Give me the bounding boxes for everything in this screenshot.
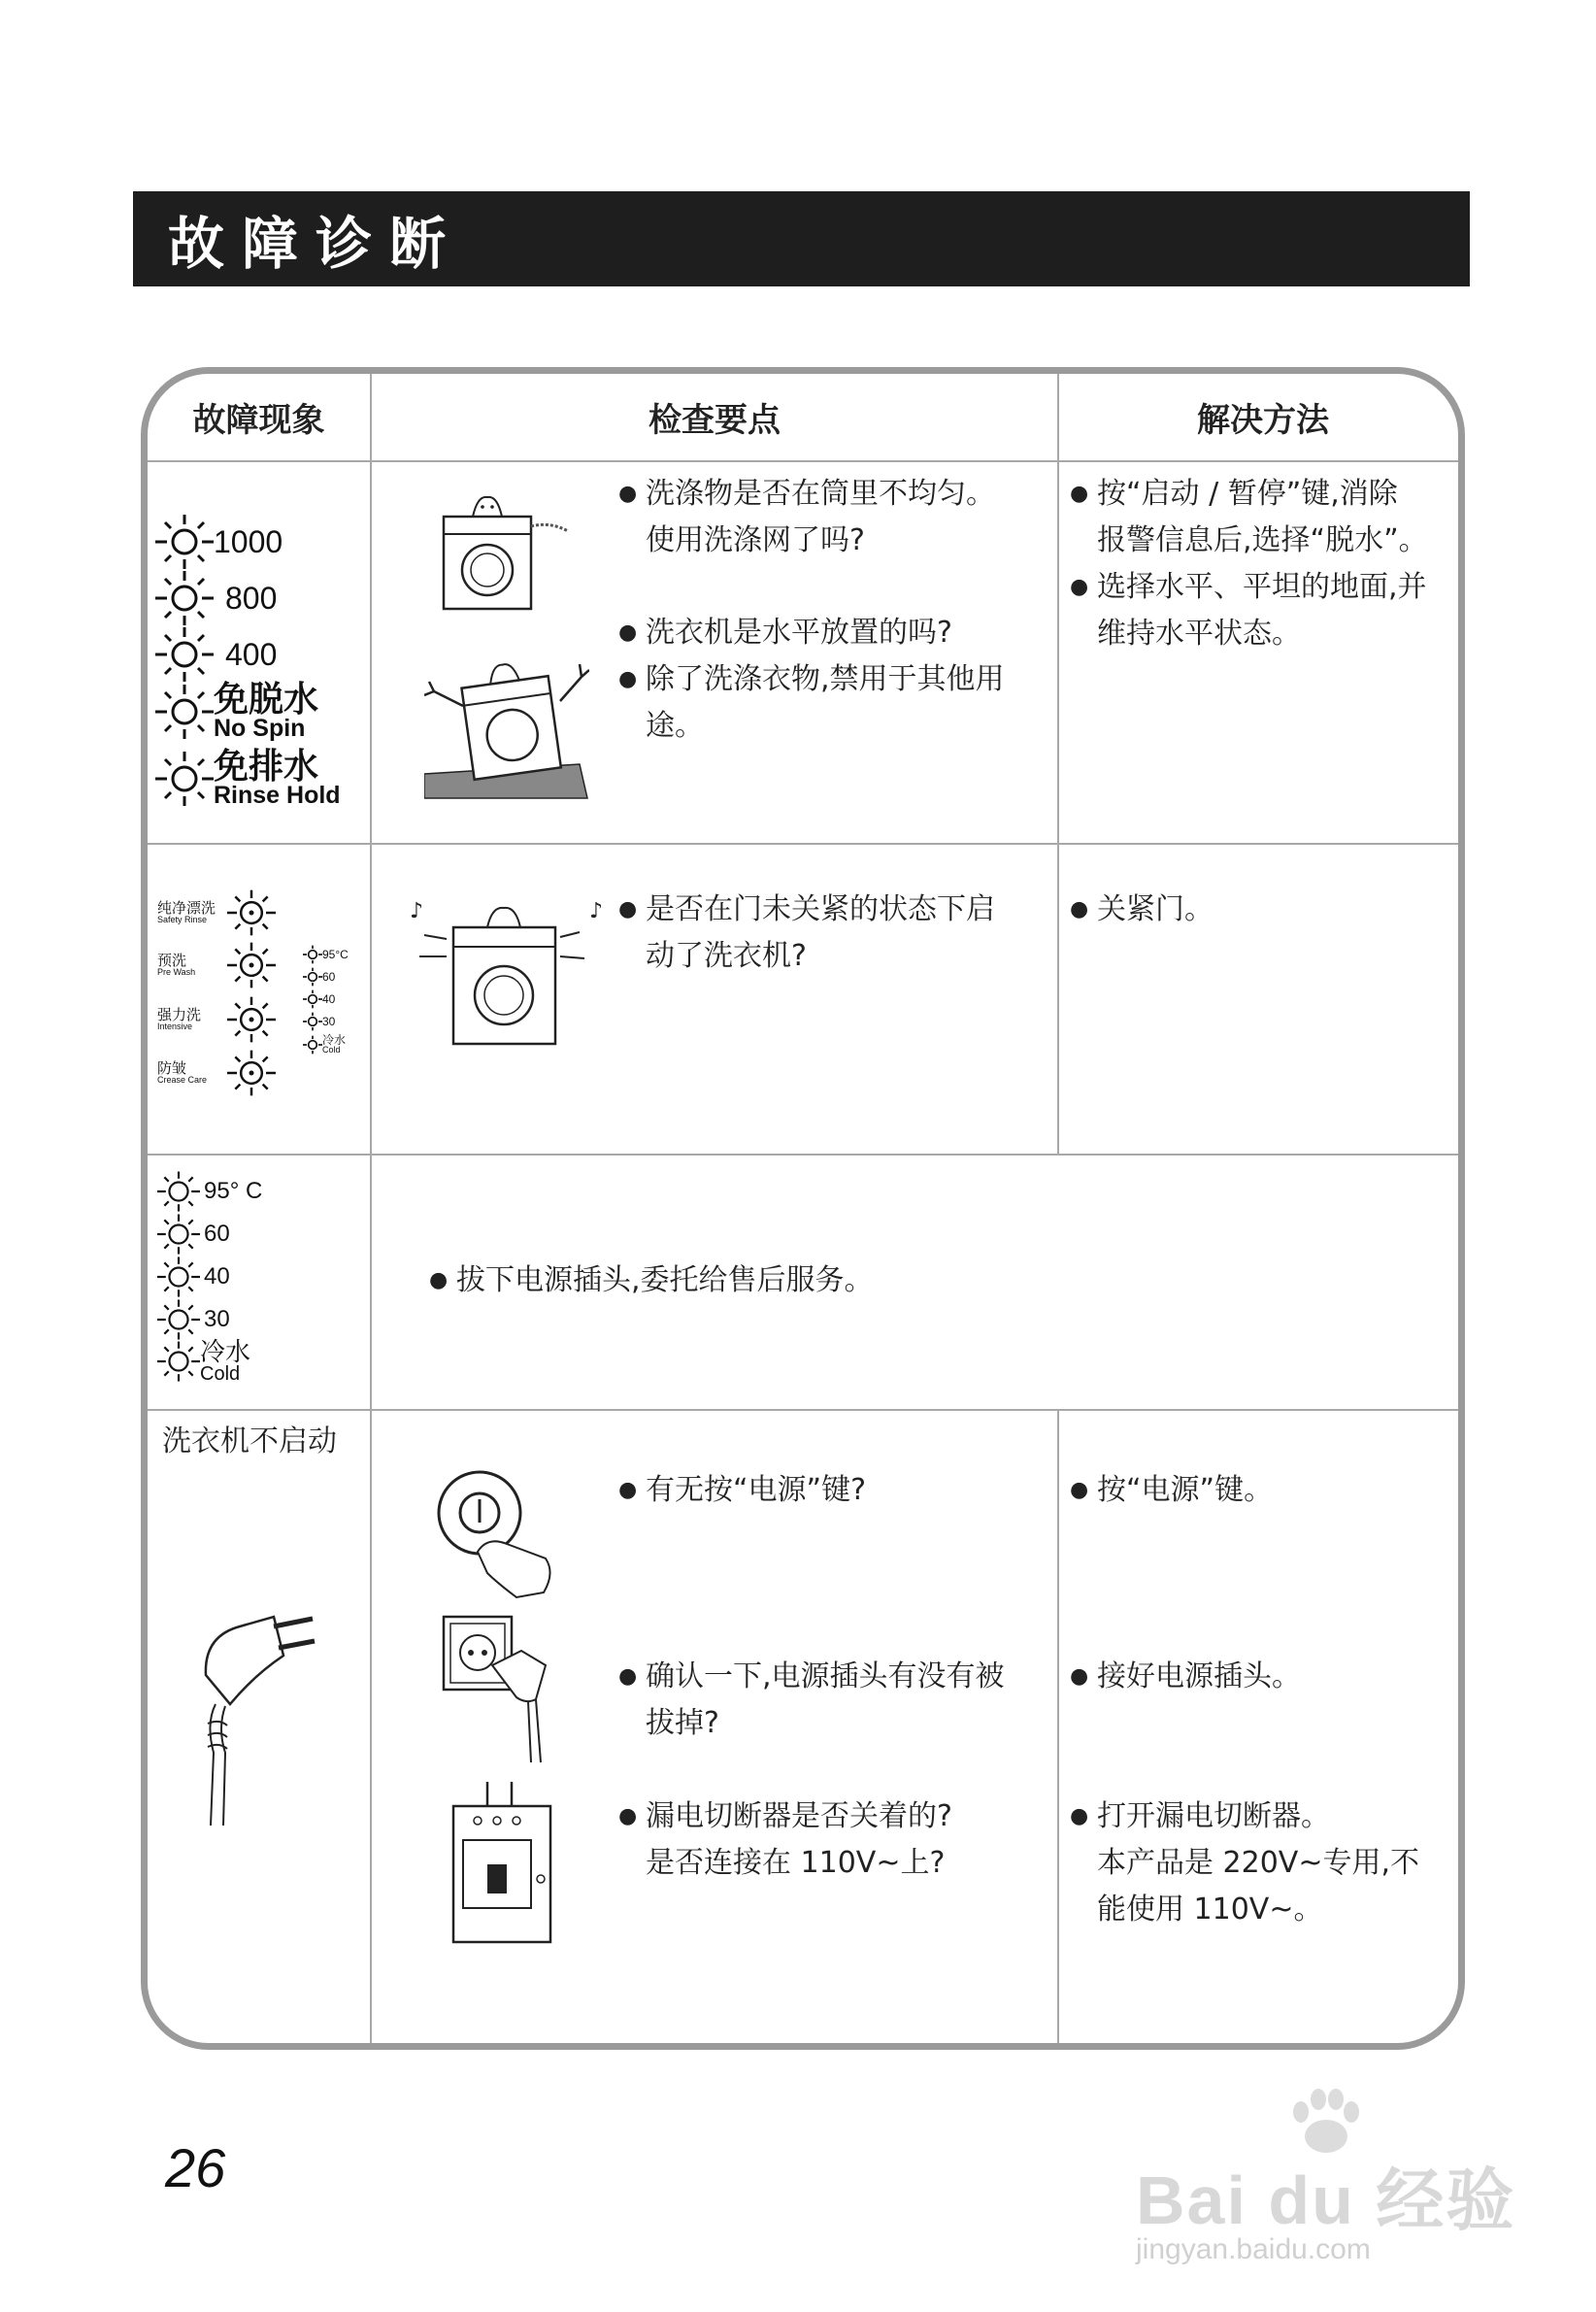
- power-plug-illustration: [186, 1597, 322, 1830]
- solution-text: 报警信息后,选择“脱水”。: [1097, 523, 1428, 557]
- mini-temp-label: 30: [322, 1015, 336, 1028]
- check-item: [618, 1793, 1073, 1887]
- temp-label: 60: [204, 1221, 230, 1247]
- cold-cn: 冷水: [200, 1337, 251, 1366]
- temp-cold: [157, 1339, 250, 1384]
- option-en: Intensive: [157, 1022, 193, 1031]
- mini-temp-row: [303, 967, 349, 987]
- header-check: 检查要点: [648, 401, 781, 440]
- page-title: 故障诊断: [133, 191, 1470, 286]
- indicator-light-icon: [303, 945, 322, 964]
- option-pre-wash: [157, 941, 276, 989]
- indicator-light-icon: [157, 1170, 200, 1213]
- mini-cold-en: Cold: [322, 1045, 341, 1055]
- check-text: 动了洗衣机?: [646, 939, 807, 973]
- solution-item: [1070, 887, 1465, 933]
- option-safety-rinse: [157, 888, 276, 937]
- check-item: [618, 656, 1073, 750]
- indicator-light-icon: [155, 513, 214, 571]
- grid-line: [148, 1409, 1458, 1411]
- no-spin-cn: 免脱水: [214, 679, 319, 719]
- option-cn: 纯净漂洗: [157, 900, 216, 917]
- temp-60: [157, 1213, 230, 1256]
- check-text: ● 拔下电源插头,委托给售后服务。: [456, 1263, 874, 1297]
- indicator-label: 1000: [214, 523, 283, 559]
- solution-text: ● 关紧门。: [1097, 892, 1214, 926]
- check-item: [618, 1654, 1073, 1747]
- indicator-light-icon: [303, 967, 322, 987]
- svg-text:♪: ♪: [410, 899, 424, 923]
- solution-text: 本产品是 220V~专用,不: [1097, 1846, 1419, 1880]
- indicator-400: [155, 625, 277, 684]
- rinse-hold-cn: 免排水: [214, 746, 319, 786]
- indicator-light-icon: [157, 1340, 200, 1383]
- check-text: 途。: [646, 709, 704, 743]
- temp-40: [157, 1256, 230, 1298]
- check-item: [618, 887, 1073, 980]
- solution-item: [1070, 564, 1465, 657]
- option-cn: 强力洗: [157, 1007, 202, 1023]
- check-text: ● 是否在门未关紧的状态下启: [646, 892, 995, 926]
- option-en: Crease Care: [157, 1075, 208, 1085]
- indicator-label: 400: [225, 636, 278, 672]
- indicator-light-icon: [155, 750, 214, 808]
- cold-label-group: [200, 1339, 250, 1384]
- grid-line: [148, 460, 1458, 462]
- option-crease-care: [157, 1049, 276, 1097]
- solution-text: 能使用 110V~。: [1097, 1893, 1323, 1927]
- indicator-light-icon: [155, 625, 214, 684]
- mini-temp-row: [303, 945, 349, 964]
- tilted-washer-illustration: [424, 653, 589, 808]
- rinse-hold-en: Rinse Hold: [214, 782, 341, 809]
- check-item: [618, 610, 1073, 656]
- indicator-light-icon: [303, 1035, 322, 1055]
- indicator-label-group: [214, 746, 341, 809]
- mini-cold-cn: 冷水: [322, 1033, 347, 1047]
- indicator-light-icon: [157, 1256, 200, 1298]
- indicator-rinse-hold: [155, 746, 341, 809]
- indicator-light-icon: [227, 888, 276, 937]
- indicator-light-icon: [157, 1213, 200, 1256]
- check-text: ● 除了洗涤衣物,禁用于其他用: [646, 662, 1005, 696]
- solution-text: ● 按“电源”键。: [1097, 1473, 1274, 1507]
- solution-text: ● 打开漏电切断器。: [1097, 1799, 1330, 1833]
- solution-text: ● 选择水平、平坦的地面,并: [1097, 570, 1427, 604]
- mini-temp-row: [303, 1034, 349, 1055]
- no-spin-en: No Spin: [214, 715, 306, 742]
- option-label-group: [157, 901, 227, 924]
- option-label-group: [157, 1061, 227, 1085]
- option-label-group: [157, 1008, 227, 1031]
- power-button-illustration: [429, 1466, 565, 1602]
- check-text: ● 洗涤物是否在筒里不均匀。: [646, 477, 995, 511]
- temp-30: [157, 1298, 230, 1341]
- header-symptom: 故障现象: [192, 401, 325, 440]
- solution-text: 维持水平状态。: [1097, 617, 1301, 651]
- circuit-breaker-illustration: [444, 1782, 580, 1947]
- check-text: 是否连接在 110V~上?: [646, 1846, 946, 1880]
- door-open-washer-illustration: [400, 888, 614, 1063]
- check-item: [429, 1257, 1136, 1304]
- check-text: 拔掉?: [646, 1706, 719, 1740]
- check-text: ● 漏电切断器是否关着的?: [646, 1799, 952, 1833]
- check-text: ● 有无按“电源”键?: [646, 1473, 867, 1507]
- grid-line: [370, 374, 372, 2050]
- indicator-1000: [155, 513, 283, 571]
- check-text: ● 确认一下,电源插头有没有被: [646, 1659, 1005, 1693]
- indicator-label-group: [214, 679, 319, 742]
- indicator-light-icon: [157, 1298, 200, 1341]
- indicator-light-icon: [155, 683, 214, 741]
- check-item: [618, 1467, 1073, 1514]
- svg-text:♪: ♪: [589, 899, 604, 923]
- indicator-light-icon: [227, 941, 276, 989]
- option-label-group: [157, 954, 227, 977]
- grid-line: [148, 843, 1458, 845]
- mini-temp-row: [303, 989, 349, 1009]
- header-solution: 解决方法: [1197, 401, 1329, 440]
- watermark: [1136, 2088, 1524, 2282]
- wall-socket-illustration: [439, 1612, 584, 1767]
- watermark-url: jingyan.baidu.com: [1136, 2233, 1371, 2265]
- mini-temp-label: 95°C: [322, 948, 349, 961]
- mini-temp-column: [303, 945, 349, 1055]
- indicator-light-icon: [227, 1049, 276, 1097]
- temp-label: 30: [204, 1306, 230, 1332]
- check-text: ● 洗衣机是水平放置的吗?: [646, 616, 952, 650]
- cold-en: Cold: [200, 1363, 241, 1385]
- indicator-light-icon: [303, 1012, 322, 1031]
- troubleshooting-table: [141, 367, 1465, 2050]
- mini-cold-group: [322, 1034, 346, 1055]
- mini-temp-label: 40: [322, 992, 336, 1006]
- mini-temp-label: 60: [322, 970, 336, 984]
- unbalanced-washer-illustration: [424, 487, 570, 614]
- temp-label: 95° C: [204, 1178, 263, 1204]
- temp-95: [157, 1170, 262, 1213]
- option-intensive: [157, 995, 276, 1044]
- option-cn: 防皱: [157, 1060, 187, 1077]
- option-en: Pre Wash: [157, 967, 196, 977]
- solution-text: ● 按“启动 / 暂停”键,消除: [1097, 477, 1398, 511]
- check-item: [618, 471, 1073, 564]
- grid-line: [148, 1154, 1458, 1156]
- watermark-brand: Bai du 经验: [1136, 2162, 1516, 2238]
- solution-text: ● 接好电源插头。: [1097, 1659, 1301, 1693]
- option-en: Safety Rinse: [157, 915, 208, 924]
- page-number: 26: [165, 2137, 226, 2198]
- check-text: 使用洗涤网了吗?: [646, 523, 865, 557]
- mini-temp-row: [303, 1012, 349, 1031]
- solution-item: [1070, 1793, 1465, 1933]
- indicator-800: [155, 569, 277, 627]
- option-cn: 预洗: [157, 953, 187, 969]
- indicator-light-icon: [155, 569, 214, 627]
- indicator-light-icon: [303, 989, 322, 1009]
- symptom-not-start: 洗衣机不启动: [162, 1424, 337, 1458]
- temp-label: 40: [204, 1263, 230, 1290]
- solution-item: [1070, 1467, 1465, 1514]
- indicator-no-spin: [155, 679, 319, 742]
- indicator-light-icon: [227, 995, 276, 1044]
- solution-item: [1070, 471, 1465, 564]
- indicator-label: 800: [225, 580, 278, 616]
- solution-item: [1070, 1654, 1465, 1700]
